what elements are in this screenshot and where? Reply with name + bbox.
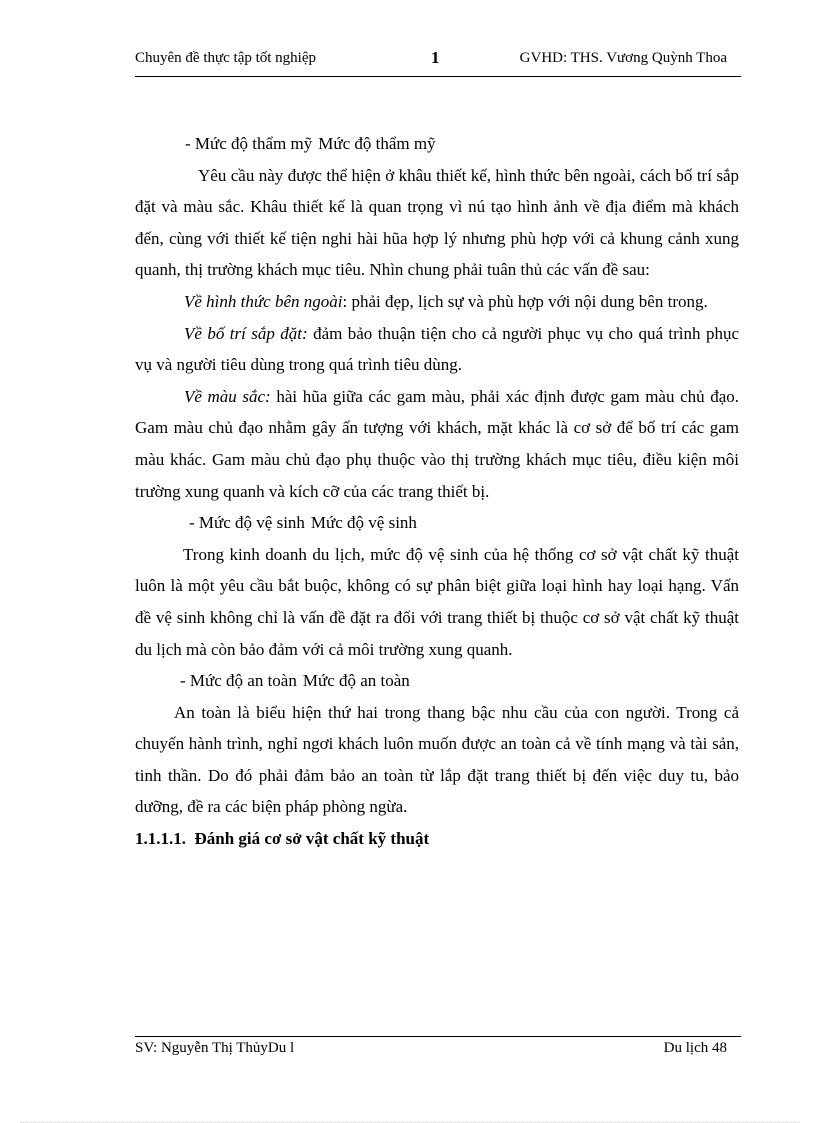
paragraph-text: đảm bảo thuận tiện cho cả người phục vụ cho quá trình phục vụ và người tiêu dùng trong quá trình tiêu dùng. — [135, 323, 739, 375]
paragraph-layout — [135, 318, 739, 381]
paragraph-lead: Về bố trí sắp đặt: — [184, 323, 308, 343]
paragraph-safety: An toàn là biểu hiện thứ hai trong thang bậc nhu cầu của con người. Trong cả chuyến hành trình, nghỉ ngơi khách luôn muốn được an toàn cả về tính mạng và tài sản, tinh thần. Do đó phải đảm bảo an toàn từ lắp đặt trang thiết bị đến việc duy tu, bảo dưỡng, đề ra các biện pháp phòng ngừa. — [135, 702, 739, 817]
paragraph-text: : phải đẹp, lịch sự và phù hợp với nội dung bên trong. — [342, 291, 708, 311]
page-footer — [135, 1040, 741, 1064]
subheading-aesthetics — [135, 128, 739, 160]
paragraph-colors — [135, 381, 739, 507]
subheading-repeat: Mức độ an toàn — [302, 671, 410, 691]
paragraph-lead: Về màu sắc: — [184, 386, 271, 406]
subheading-label: - Mức độ an toàn — [180, 671, 297, 691]
subheading-repeat: Mức độ thẩm mỹ — [318, 134, 436, 153]
header-advisor: GVHD: THS. Vương Quỳnh Thoa — [519, 50, 727, 66]
header-divider — [135, 76, 741, 77]
footer-student: SV: Nguyễn Thị ThủyDu l — [135, 1040, 295, 1056]
paragraph-exterior — [135, 286, 739, 318]
paragraph-text: hài hũa giữa các gam màu, phải xác định được gam màu chủ đạo. Gam màu chủ đạo nhằm gây ấn tượng với khách, mặt khác là cơ sở để bố trí các gam màu khác. Gam màu chủ đạo phụ thuộc vào thị trường khách mục tiêu, điều kiện môi trường xung quanh và kích cỡ của các trang thiết bị. — [135, 386, 740, 501]
section-title: Đánh giá cơ sở vật chất kỹ thuật — [194, 829, 430, 849]
subheading-safety — [135, 665, 739, 697]
footer-divider — [135, 1036, 741, 1037]
section-number: 1.1.1.1. — [135, 829, 186, 849]
subheading-label: - Mức độ thẩm mỹ — [185, 134, 313, 153]
header-topic: Chuyên đề thực tập tốt nghiệp — [135, 50, 317, 66]
paragraph-hygiene: Trong kinh doanh du lịch, mức độ vệ sinh của hệ thống cơ sở vật chất kỹ thuật luôn là một yêu cầu bắt buộc, không có sự phân biệt giữa loại hình hay loại hạng. Vấn đề vệ sinh không chỉ là vấn đề đặt ra đối với trang thiết bị thuộc cơ sở vật chất kỹ thuật du lịch mà còn bảo đảm với cả môi trường xung quanh. — [135, 544, 739, 659]
document-body — [135, 128, 739, 855]
section-heading — [135, 823, 739, 855]
paragraph-aesthetics-intro: Yêu cầu này được thể hiện ở khâu thiết kế, hình thức bên ngoài, cách bố trí sắp đặt và màu sắc. Khâu thiết kế là quan trọng vì nú tạo hình ảnh về địa điểm mà khách đến, cùng với thiết kế tiện nghi hài hũa hợp lý nhưng phù hợp với cả khung cảnh xung quanh, thị trường khách mục tiêu. Nhìn chung phải tuân thủ các vấn đề sau: — [135, 165, 739, 280]
subheading-repeat: Mức độ vệ sinh — [310, 513, 417, 533]
footer-class: Du lịch 48 — [663, 1040, 727, 1056]
page-header — [135, 48, 741, 74]
subheading-hygiene — [135, 507, 739, 539]
subheading-label: - Mức độ vệ sinh — [189, 513, 305, 533]
header-page-number: 1 — [431, 48, 440, 67]
paragraph-lead: Về hình thức bên ngoài — [184, 291, 343, 311]
